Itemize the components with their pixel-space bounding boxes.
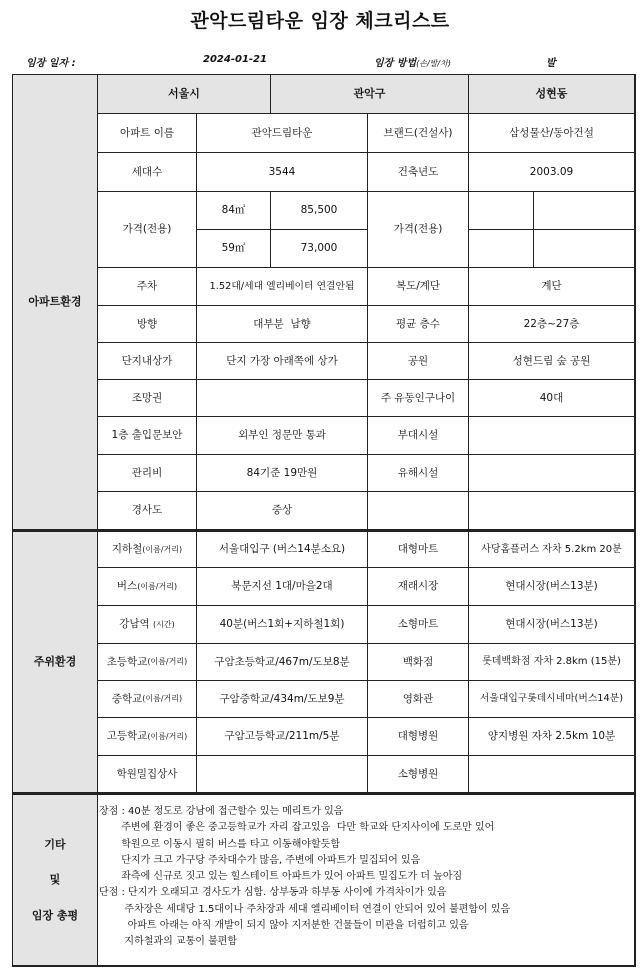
age-label: 주 유동인구나이 bbox=[368, 380, 469, 417]
date-value: 2024-01-21 bbox=[203, 54, 267, 65]
price-size-59: 59㎡ bbox=[197, 230, 271, 268]
middle-value: 구암중학교/434m/도보9분 bbox=[197, 681, 368, 718]
price-label: 가격(전용) bbox=[98, 192, 197, 268]
cinema-value: 서울대입구롯데시네마(버스14분) bbox=[469, 681, 635, 718]
fee-label: 관리비 bbox=[98, 455, 197, 492]
brand-value: 삼성물산/동아건설 bbox=[469, 114, 635, 153]
subway-value: 서울대입구 (버스14분소요) bbox=[197, 530, 368, 568]
gangnam-value: 40분(버스1회+지하철1회) bbox=[197, 606, 368, 644]
price2-size-1 bbox=[469, 192, 534, 230]
review-notes bbox=[99, 804, 510, 951]
apt-name-label: 아파트 이름 bbox=[98, 114, 197, 153]
smallmart-value: 현대시장(버스13분) bbox=[469, 606, 635, 644]
section-surroundings: 주위환경 bbox=[13, 530, 98, 793]
price-label-2: 가격(전용) bbox=[368, 192, 469, 268]
note-line: 장점 : 40분 정도로 강남에 접근할수 있는 메리트가 있음 bbox=[99, 806, 344, 817]
floors-label: 평균 층수 bbox=[368, 306, 469, 343]
view-label: 조망권 bbox=[98, 380, 197, 417]
section-apartment: 아파트환경 bbox=[13, 75, 98, 530]
price2-value-2 bbox=[534, 230, 635, 268]
built-label: 건축년도 bbox=[368, 153, 469, 192]
view-value bbox=[197, 380, 368, 417]
slope-empty-label bbox=[368, 492, 469, 530]
note-line: 주차장은 세대당 1.5대이나 주차장과 세대 엘리베이터 연결이 안되어 있어 불편함이 있음 bbox=[99, 903, 511, 915]
mart-label: 대형마트 bbox=[368, 530, 469, 568]
market-label: 재래시장 bbox=[368, 568, 469, 606]
direction-value: 대부분 남향 bbox=[197, 306, 368, 343]
smallmart-label: 소형마트 bbox=[368, 606, 469, 644]
direction-label: 방향 bbox=[98, 306, 197, 343]
location-district: 관악구 bbox=[271, 75, 469, 114]
hospital-value: 양지병원 자차 2.5km 10분 bbox=[469, 718, 635, 756]
note-line: 단점 : 단지가 오래되고 경사도가 심함. 상부동과 하부동 사이에 가격차이가 있음 bbox=[99, 887, 447, 899]
dept-label: 백화점 bbox=[368, 644, 469, 681]
security-label: 1층 출입문보안 bbox=[98, 417, 197, 455]
facility-value bbox=[469, 417, 635, 455]
age-value: 40대 bbox=[469, 380, 635, 417]
cinema-label: 영화관 bbox=[368, 681, 469, 718]
security-value: 외부인 정문만 통과 bbox=[197, 417, 368, 455]
note-line: 좌측에 신규로 짓고 있는 힐스테이트 아파트가 있어 아파트 밀집도가 더 높아짐 bbox=[99, 871, 463, 883]
high-label: 고등학교 (이름/거리) bbox=[98, 718, 197, 756]
built-value: 2003.09 bbox=[469, 153, 635, 192]
slope-value: 중상 bbox=[197, 492, 368, 530]
price-value-59: 73,000 bbox=[271, 230, 368, 268]
corridor-label: 복도/계단 bbox=[368, 268, 469, 306]
section-etc: 기타 및 임장 총평 bbox=[13, 793, 98, 966]
parking-label: 주차 bbox=[98, 268, 197, 306]
park-value: 성현드림 숲 공원 bbox=[469, 343, 635, 380]
apt-name-value: 관악드림타운 bbox=[197, 114, 368, 153]
academy-value bbox=[197, 756, 368, 793]
note-line: 지하철과의 교통이 불편함 bbox=[99, 936, 238, 948]
mart-value: 사당홈플러스 자차 5.2km 20분 bbox=[469, 530, 635, 568]
location-city: 서울시 bbox=[98, 75, 271, 114]
price2-size-2 bbox=[469, 230, 534, 268]
gangnam-label: 강남역 (시간) bbox=[98, 606, 197, 644]
floors-value: 22층~27층 bbox=[469, 306, 635, 343]
note-line: 아파트 아래는 아직 개발이 되지 않아 지저분한 건물들이 미관을 더럽히고 있음 bbox=[99, 920, 469, 932]
price-value-84: 85,500 bbox=[271, 192, 368, 230]
date-label: 임장 일자 : bbox=[26, 58, 76, 69]
clinic-label: 소형병원 bbox=[368, 756, 469, 793]
dept-value: 롯데백화점 자차 2.8km (15분) bbox=[469, 644, 635, 681]
facility-label: 부대시설 bbox=[368, 417, 469, 455]
note-line: 주변에 환경이 좋은 중고등학교가 자리 잡고있음 다만 학교와 단지사이에 도로만 있어 bbox=[99, 822, 495, 834]
note-line: 학원으로 이동시 필히 버스를 타고 이동해야할듯함 bbox=[99, 838, 341, 850]
price2-value-1 bbox=[534, 192, 635, 230]
middle-label: 중학교 (이름/거리) bbox=[98, 681, 197, 718]
households-value: 3544 bbox=[197, 153, 368, 192]
method-value: 발 bbox=[546, 58, 556, 69]
bus-value: 북문지선 1대/마을2대 bbox=[197, 568, 368, 606]
price-size-84: 84㎡ bbox=[197, 192, 271, 230]
mall-value: 단지 가장 아래쪽에 상가 bbox=[197, 343, 368, 380]
page-title: 관악드림타운 임장 체크리스트 bbox=[190, 10, 450, 32]
slope-label: 경사도 bbox=[98, 492, 197, 530]
brand-label: 브랜드(건설사) bbox=[368, 114, 469, 153]
subway-label: 지하철 (이름/거리) bbox=[98, 530, 197, 568]
market-value: 현대시장(버스13분) bbox=[469, 568, 635, 606]
method-label: 임장 방법(손/발/차) bbox=[374, 58, 451, 69]
fee-value: 84기준 19만원 bbox=[197, 455, 368, 492]
academy-label: 학원밀집상사 bbox=[98, 756, 197, 793]
note-line: 단지가 크고 가구당 주차대수가 많음, 주변에 아파트가 밀집되어 있음 bbox=[99, 854, 421, 866]
hospital-label: 대형병원 bbox=[368, 718, 469, 756]
mall-label: 단지내상가 bbox=[98, 343, 197, 380]
harmful-label: 유해시설 bbox=[368, 455, 469, 492]
corridor-value: 계단 bbox=[469, 268, 635, 306]
elem-value: 구암초등학교/467m/도보8분 bbox=[197, 644, 368, 681]
high-value: 구암고등학교/211m/5분 bbox=[197, 718, 368, 756]
bus-label: 버스 (이름/거리) bbox=[98, 568, 197, 606]
park-label: 공원 bbox=[368, 343, 469, 380]
clinic-value bbox=[469, 756, 635, 793]
slope-empty-value bbox=[469, 492, 635, 530]
elem-label: 초등학교 (이름/거리) bbox=[98, 644, 197, 681]
harmful-value bbox=[469, 455, 635, 492]
location-dong: 성현동 bbox=[469, 75, 635, 114]
notes-divider bbox=[98, 793, 635, 795]
parking-value: 1.52대/세대 엘리베이터 연결안됨 bbox=[197, 268, 368, 306]
households-label: 세대수 bbox=[98, 153, 197, 192]
